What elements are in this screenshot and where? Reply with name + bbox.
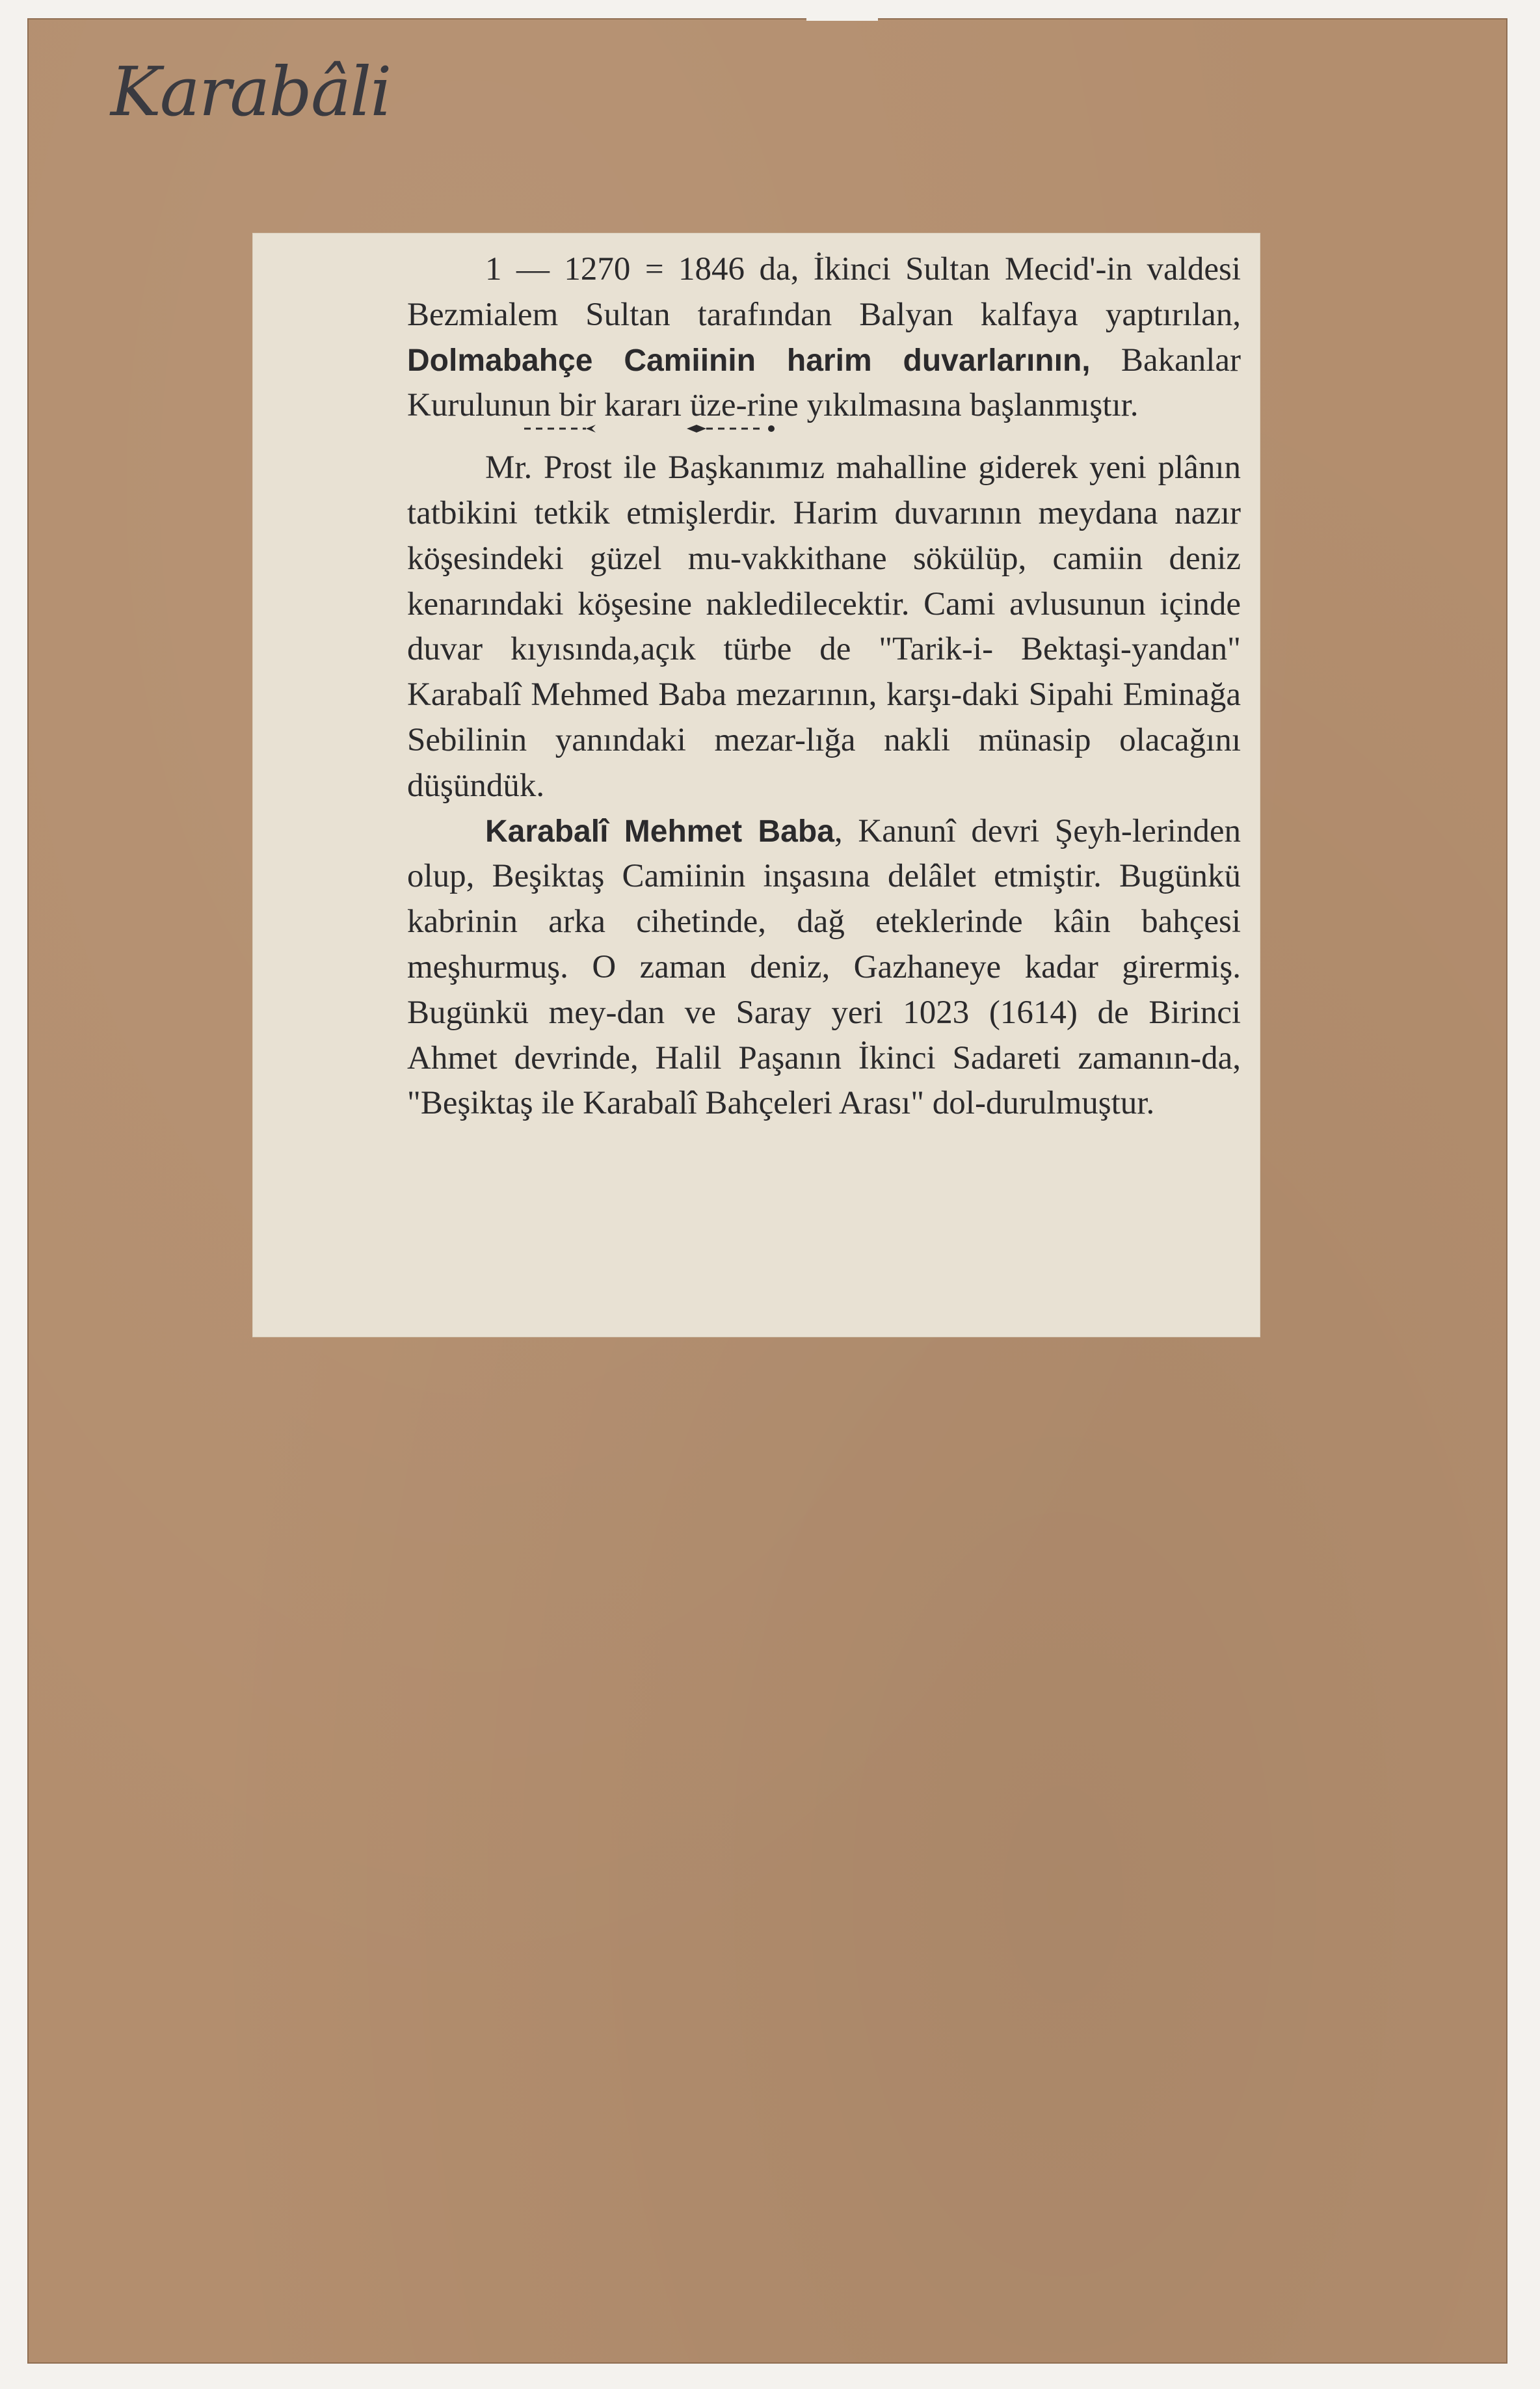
paragraph-1-lead: 1 — 1270 = 1846 da, İkinci Sultan Mecid'-in valdesi Bezmialem Sultan tarafından Balyan kalfaya yaptırılan,	[407, 251, 1241, 333]
clipping-text-column	[407, 247, 1241, 1127]
handwritten-title: Karabâli	[111, 52, 391, 131]
paragraph-3-tail: , Kanunî devri Şeyh-lerinden olup, Beşiktaş Camiinin inşasına delâlet etmiştir. Bugünkü kabrinin arka cihetinde, dağ eteklerinde kâin bahçesi meşhurmuş. O zaman deniz, Gazhaneye kadar girermiş. Bugünkü mey-dan ve Saray yeri 1023 (1614) de Birinci Ahmet devrinde, Halil Paşanın İkinci Sadareti zamanın-da, "Beşiktaş ile Karabalî Bahçeleri Arası" dol-durulmuştur.	[407, 812, 1241, 1122]
clipping-paragraph-3	[407, 809, 1241, 1127]
board-notch	[806, 12, 878, 21]
clipping-paragraph-1	[407, 247, 1241, 429]
clipping-paragraph-2: Mr. Prost ile Başkanımız mahalline giderek yeni plânın tatbikini tetkik etmişlerdir. Harim duvarının meydana nazır köşesindeki güzel mu-vakkithane sökülüp, camiin deniz kenarındaki köşesine nakledilecektir. Cami avlusunun içinde duvar kıyısında,açık türbe de "Tarik-i- Bektaşi-yandan" Karabalî Mehmed Baba mezarının, karşı-daki Sipahi Eminağa Sebilinin yanındaki mezar-lığa nakli münasip olacağını düşündük.	[407, 449, 1241, 804]
paragraph-1-bold: Dolmabahçe Camiinin harim duvarlarının,	[407, 343, 1091, 378]
paragraph-1-tail: Bakanlar Kurulunun bir kararı üze-rine yıkılmasına başlanmıştır.	[407, 341, 1241, 424]
paragraph-3-bold: Karabalî Mehmet Baba	[485, 814, 834, 849]
newspaper-clipping	[252, 233, 1260, 1337]
